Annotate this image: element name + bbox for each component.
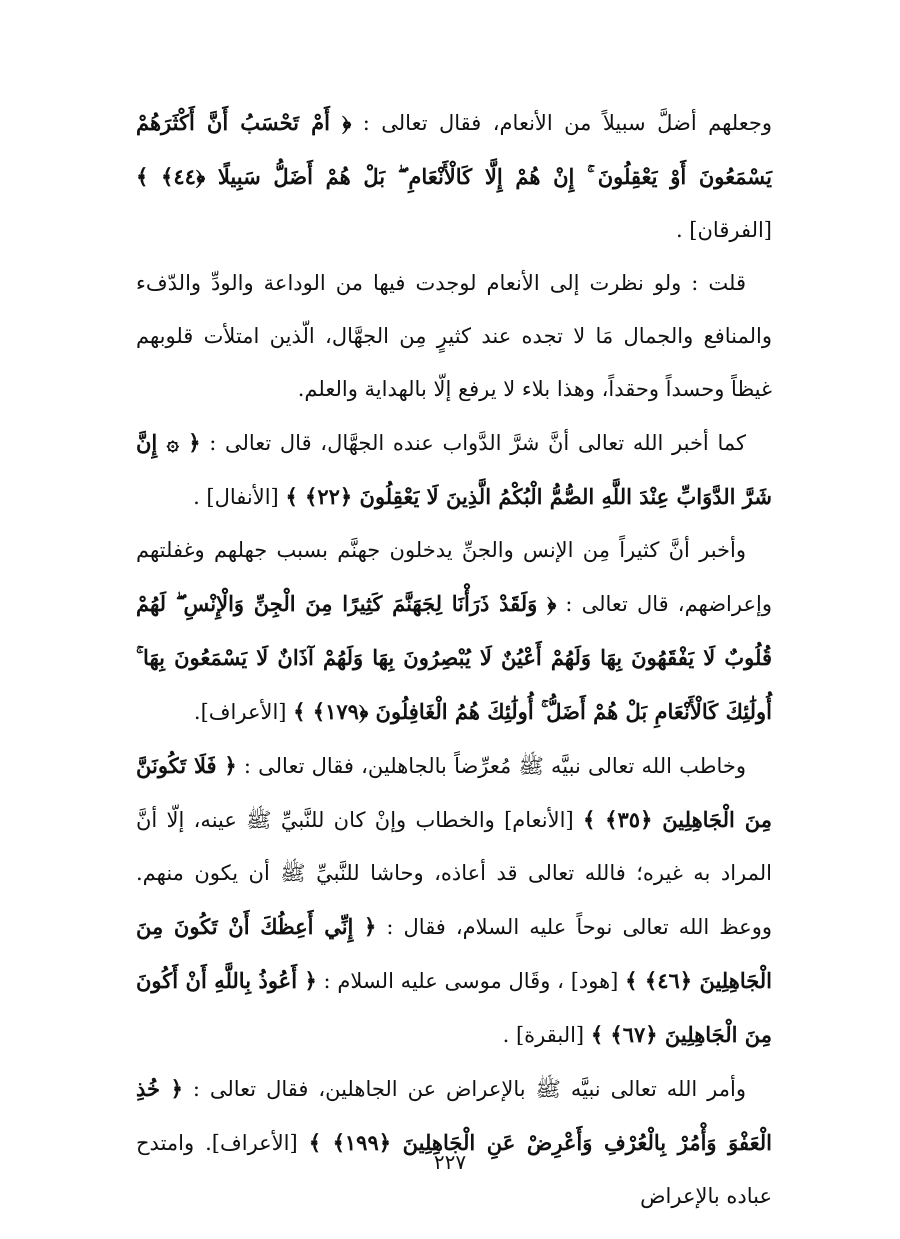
text-span: [هود] ، وقَال موسى عليه السلام : xyxy=(316,969,626,993)
text-span: [الأعراف]. وامتدح عباده بالإعراض xyxy=(136,1131,772,1208)
text-span: كما أخبر الله تعالى أنَّ شرَّ الدَّواب عنده الجهَّال، قال تعالى : xyxy=(200,431,746,455)
page-body-text xyxy=(136,96,772,1223)
page-number: ٢٢٧ xyxy=(433,1150,467,1174)
quran-verse: ﴿ أَعُوذُ بِاللَّهِ أَنْ أَكُونَ مِنَ الْجَاهِلِينَ ﴿٦٧﴾ ﴾ xyxy=(136,968,772,1047)
text-span: وجعلهم أضلَّ سبيلاً من الأنعام، فقال تعالى : xyxy=(351,111,772,135)
quran-verse: ﴿ أَمْ تَحْسَبُ أَنَّ أَكْثَرَهُمْ يَسْمَعُونَ أَوْ يَعْقِلُونَ ۚ إِنْ هُمْ إِلَّا كَالْأَنْعَامِ ۖ بَلْ هُمْ أَضَلُّ سَبِيلًا ﴿٤٤﴾ ﴾ xyxy=(136,110,772,189)
text-span: وأمر الله تعالى نبيَّه ﷺ بالإعراض عن الجاهلين، فقال تعالى : xyxy=(182,1077,746,1101)
text-span: [الأنفال] . xyxy=(193,485,286,509)
paragraph-3 xyxy=(136,416,772,524)
quran-verse: ﴿ وَلَقَدْ ذَرَأْنَا لِجَهَنَّمَ كَثِيرًا مِنَ الْجِنِّ وَالْإِنْسِ ۖ لَهُمْ قُلُوبٌ لَا يَفْقَهُونَ بِهَا وَلَهُمْ أَعْيُنٌ لَا يُبْصِرُونَ بِهَا وَلَهُمْ آذَانٌ لَا يَسْمَعُونَ بِهَا ۚ أُولَٰئِكَ كَالْأَنْعَامِ بَلْ هُمْ أَضَلُّ ۚ أُولَٰئِكَ هُمُ الْغَافِلُونَ ﴿١٧٩﴾ ﴾ xyxy=(136,591,772,724)
quran-verse: ﴿ خُذِ الْعَفْوَ وَأْمُرْ بِالْعُرْفِ وَأَعْرِضْ عَنِ الْجَاهِلِينَ ﴿١٩٩﴾ ﴾ xyxy=(136,1076,773,1155)
text-span: [الفرقان] . xyxy=(675,218,772,242)
text-span: وأخبر أنَّ كثيراً مِن الإنس والجنِّ يدخلون جهنَّم بسبب جهلهم وغفلتهم وإعراضهم، قال تعالى : xyxy=(136,538,772,616)
text-span: [البقرة] . xyxy=(502,1023,591,1047)
quran-verse: ﴿ فَلَا تَكُونَنَّ مِنَ الْجَاهِلِينَ ﴿٣٥﴾ ﴾ xyxy=(136,753,772,832)
quran-verse: ﴿ إِنِّي أَعِظُكَ أَنْ تَكُونَ مِنَ الْجَاهِلِينَ ﴿٤٦﴾ ﴾ xyxy=(136,914,773,993)
paragraph-1 xyxy=(136,96,772,257)
paragraph-4 xyxy=(136,524,772,739)
text-span: وخاطب الله تعالى نبيَّه ﷺ مُعرِّضاً بالجاهلين، فقال تعالى : xyxy=(236,754,746,778)
text-span: [الأنعام] والخطاب وإنْ كان للنَّبيِّ ﷺ عينه، إلّا أنَّ المراد به غيره؛ فالله تعالى قد أعاذه، وحاشا للنَّبيِّ ﷺ أن يكون منهم. ووعظ الله تعالى نوحاً عليه السلام، فقال : xyxy=(136,808,772,939)
paragraph-5 xyxy=(136,739,772,1062)
quran-verse: ﴿ ۞ إِنَّ شَرَّ الدَّوَابِّ عِنْدَ اللَّهِ الصُّمُّ الْبُكْمُ الَّذِينَ لَا يَعْقِلُونَ ﴿٢٢﴾ ﴾ xyxy=(136,430,772,509)
text-span: [الأعراف]. xyxy=(193,700,294,724)
paragraph-2 xyxy=(136,257,772,416)
text-span: قلت : ولو نظرت إلى الأنعام لوجدت فيها من الوداعة والودِّ والدّفء والمنافع والجمال مَا لا تجده عند كثيرٍ مِن الجهَّال، الّذين امتلأت قلوبهم غيظاً وحسداً وحقداً، وهذا بلاء لا يرفع إلّا بالهداية والعلم. xyxy=(136,271,772,401)
paragraph-6 xyxy=(136,1062,772,1223)
